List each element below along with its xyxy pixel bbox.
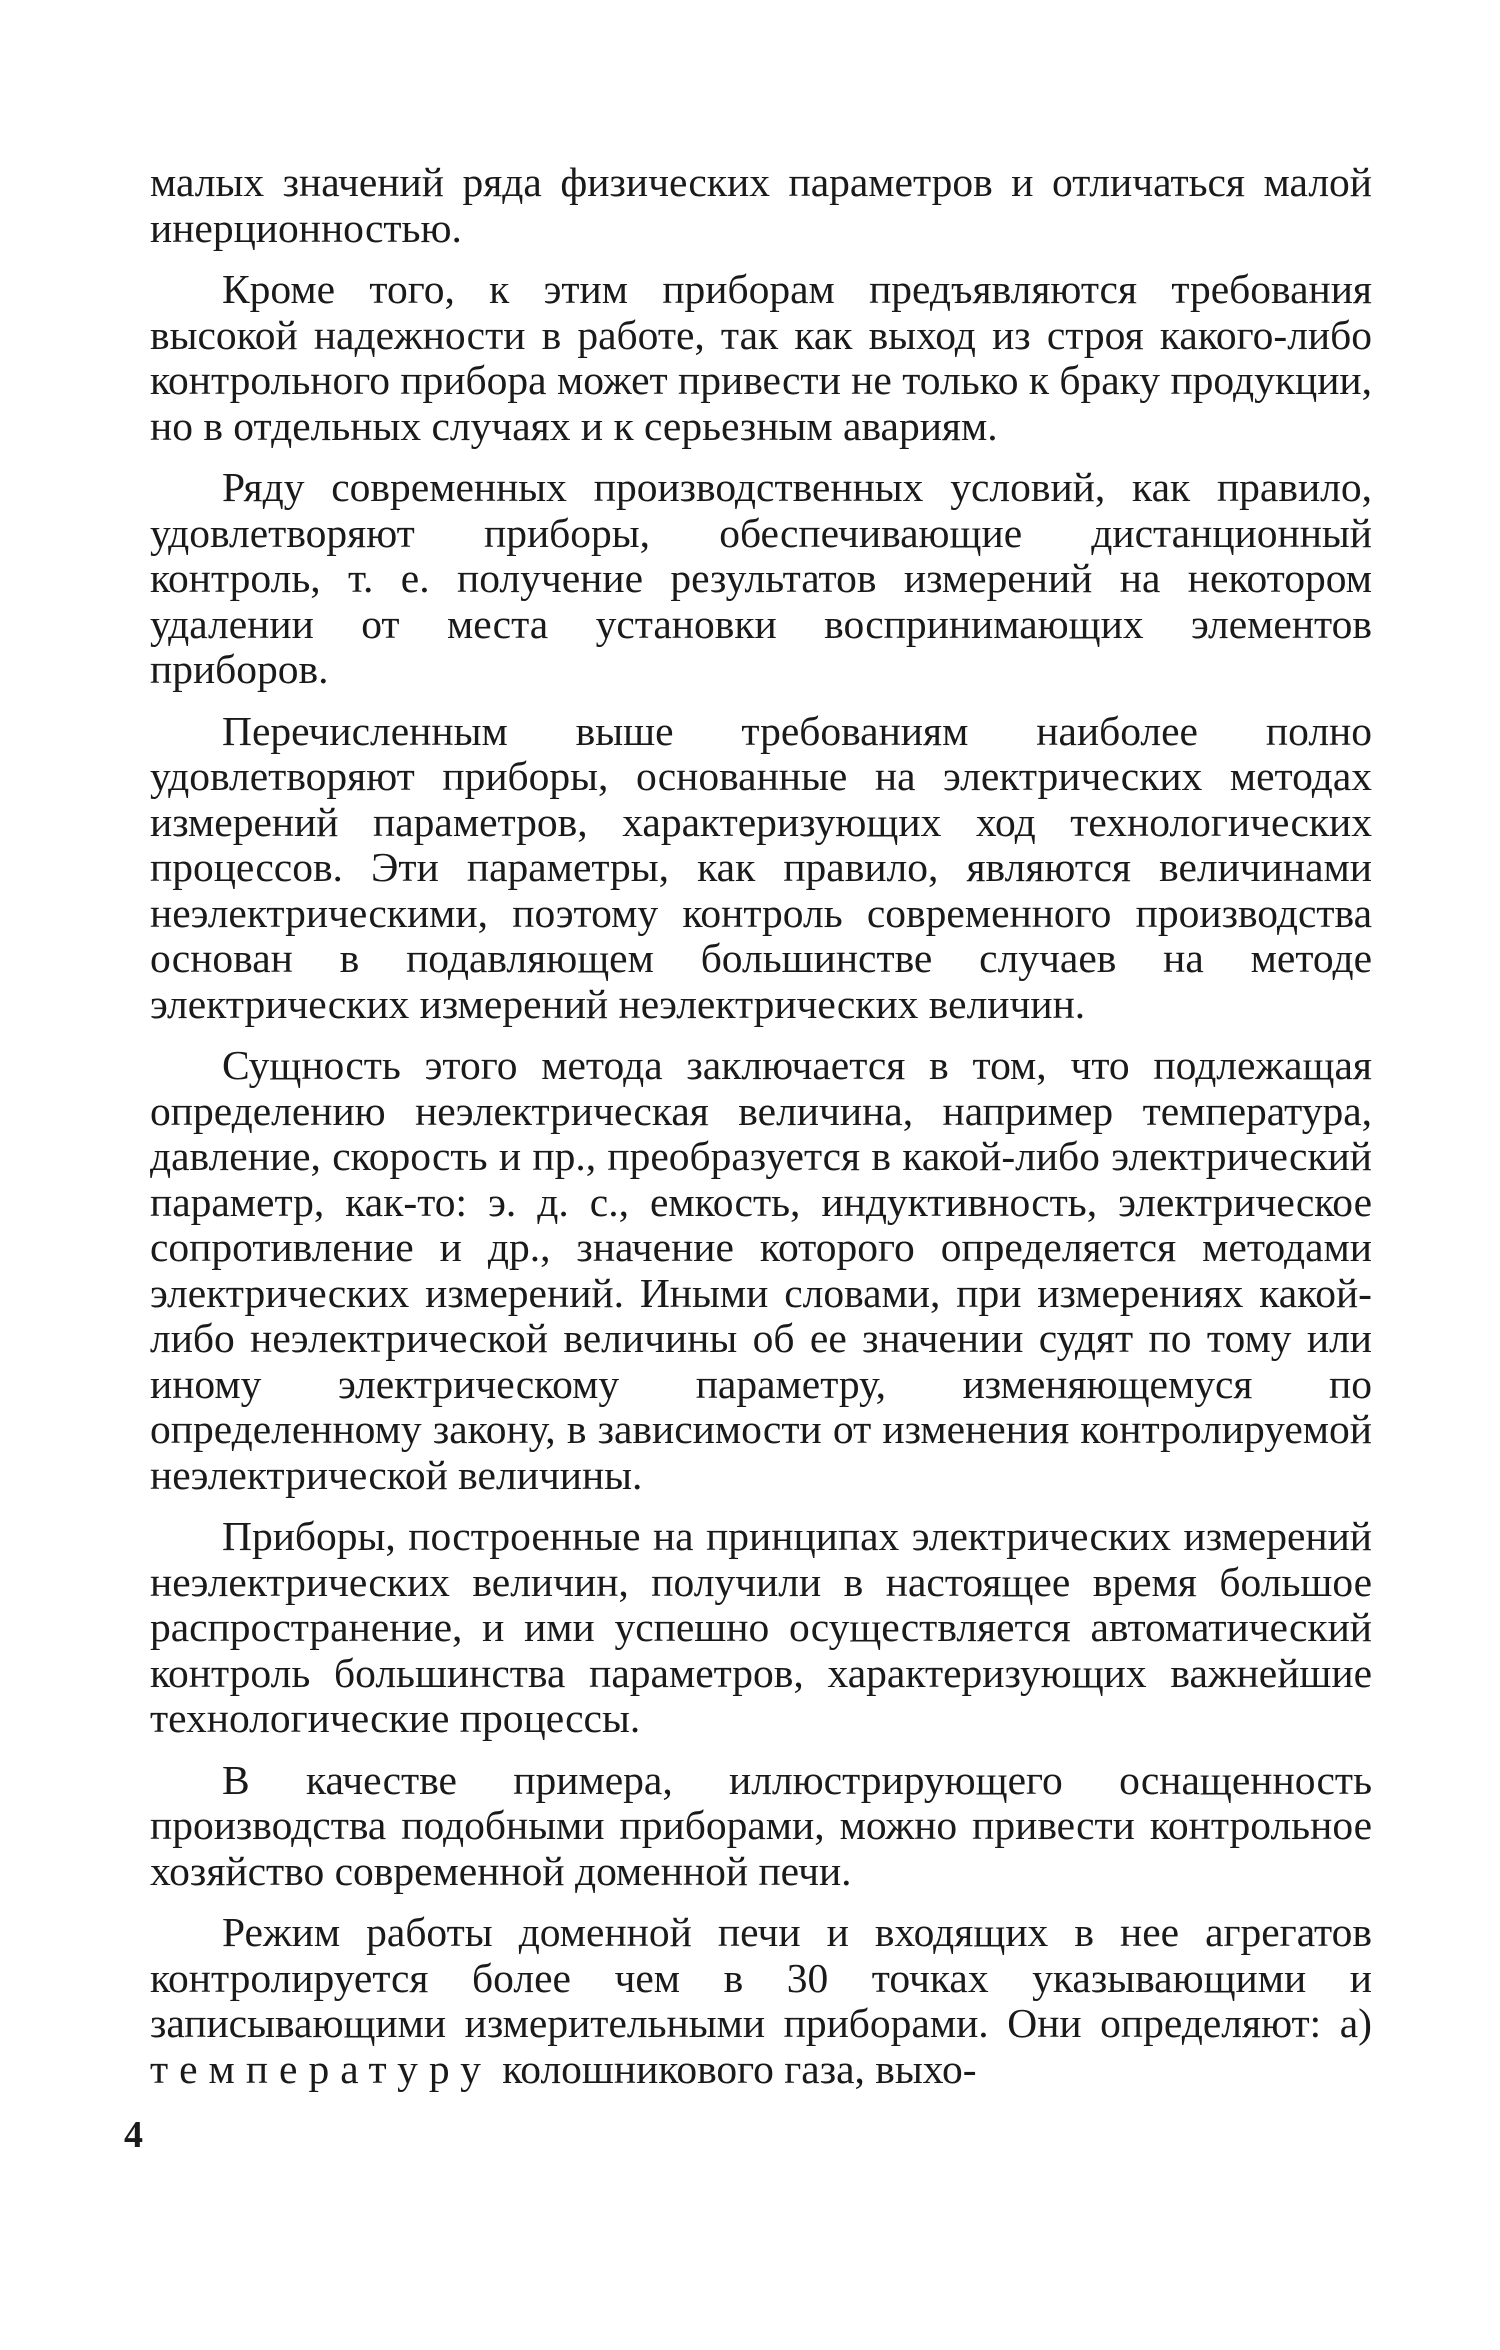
spaced-emphasis-word: температуру	[150, 2045, 492, 2092]
paragraph-continuation: малых значений ряда физических параметров и отличаться малой инерционностью.	[150, 159, 1372, 251]
paragraph-example: В качестве примера, иллюстрирующего оснащенность производства подобными приборами, можно привести контрольное хозяйство современной доменной печи.	[150, 1756, 1372, 1894]
paragraph-method-essence: Сущность этого метода заключается в том, что подлежащая определению неэлектрическая величина, например температура, давление, скорость и пр., преобразуется в какой-либо электрический параметр, как-то: э. д. с., емкость, индуктивность, электрическое сопротивление и др., значение которого определяется методами электрических измерений. Иными словами, при измерениях какой-либо неэлектрической величины об ее значении судят по тому или иному электрическому параметру, изменяющемуся по определенному закону, в зависимости от изменения контролируемой неэлектрической величины.	[150, 1042, 1372, 1498]
page-body	[150, 160, 1372, 2108]
paragraph-blast-furnace	[150, 1910, 1372, 2092]
paragraph-blast-furnace-end: колошникового газа, выхо-	[502, 2045, 977, 2092]
paragraph-remote-control: Ряду современных производственных условий, как правило, удовлетворяют приборы, обеспечивающие дистанционный контроль, т. е. получение результатов измерений на некотором удалении от места установки воспринимающих элементов приборов.	[150, 464, 1372, 692]
paragraph-blast-furnace-start: Режим работы доменной печи и входящих в нее агрегатов контролируется более чем в 30 точках указывающими и записывающими измерительными приборами. Они определяют: а)	[150, 1909, 1372, 2046]
paragraph-electrical-methods: Перечисленным выше требованиям наиболее полно удовлетворяют приборы, основанные на электрических методах измерений параметров, характеризующих ход технологических процессов. Эти параметры, как правило, являются величинами неэлектрическими, поэтому контроль современного производства основан в подавляющем большинстве случаев на методе электрических измерений неэлектрических величин.	[150, 707, 1372, 1027]
paragraph-reliability: Кроме того, к этим приборам предъявляются требования высокой надежности в работе, так как выход из строя какого-либо контрольного прибора может привести не только к браку продукции, но в отдельных случаях и к серьезным авариям.	[150, 266, 1372, 449]
paragraph-instruments: Приборы, построенные на принципах электрических измерений неэлектрических величин, получили в настоящее время большое распространение, и ими успешно осуществляется автоматический контроль большинства параметров, характеризующих важнейшие технологические процессы.	[150, 1513, 1372, 1741]
page-number: 4	[124, 2114, 143, 2156]
